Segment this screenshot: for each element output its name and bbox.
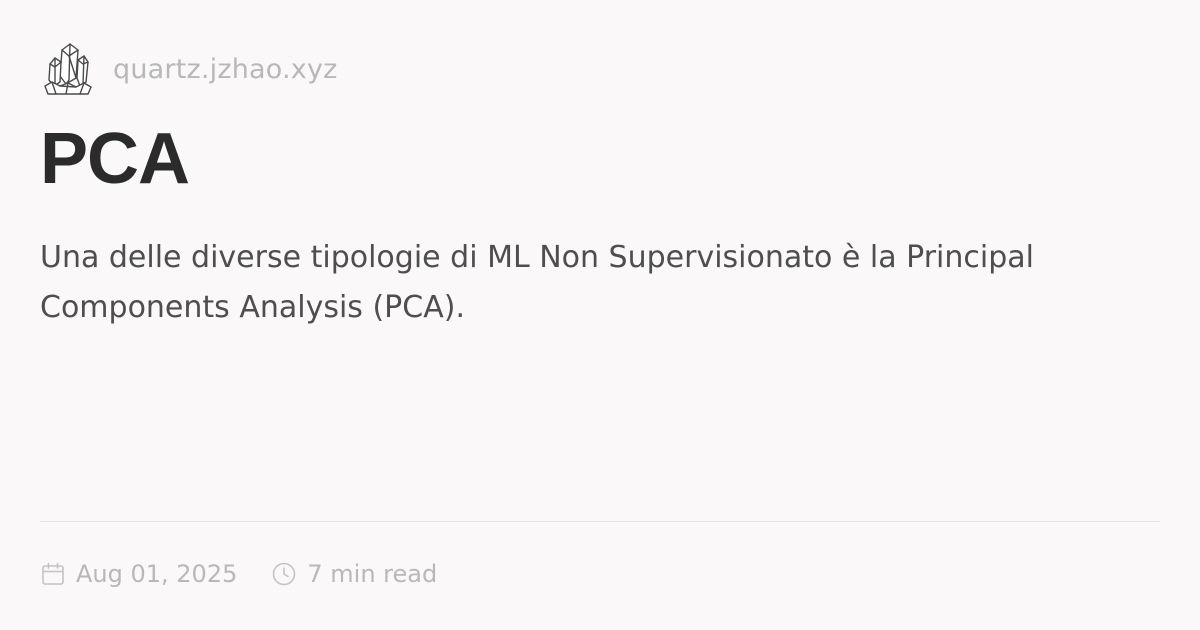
calendar-icon: [40, 561, 66, 587]
reading-time: [271, 560, 437, 588]
publish-date: [40, 560, 237, 588]
publish-date-text: Aug 01, 2025: [76, 560, 238, 588]
page-meta: [40, 557, 437, 591]
site-header: [40, 40, 338, 98]
clock-icon: [271, 561, 297, 587]
page-description: Una delle diverse tipologie di ML Non Supervisionato è la Principal Components Analysis (PCA).: [40, 240, 1034, 325]
divider: [40, 521, 1160, 522]
page-title: PCA: [40, 119, 190, 199]
crystal-icon: [40, 40, 96, 98]
site-domain[interactable]: quartz.jzhao.xyz: [113, 53, 338, 85]
reading-time-text: 7 min read: [307, 560, 438, 588]
